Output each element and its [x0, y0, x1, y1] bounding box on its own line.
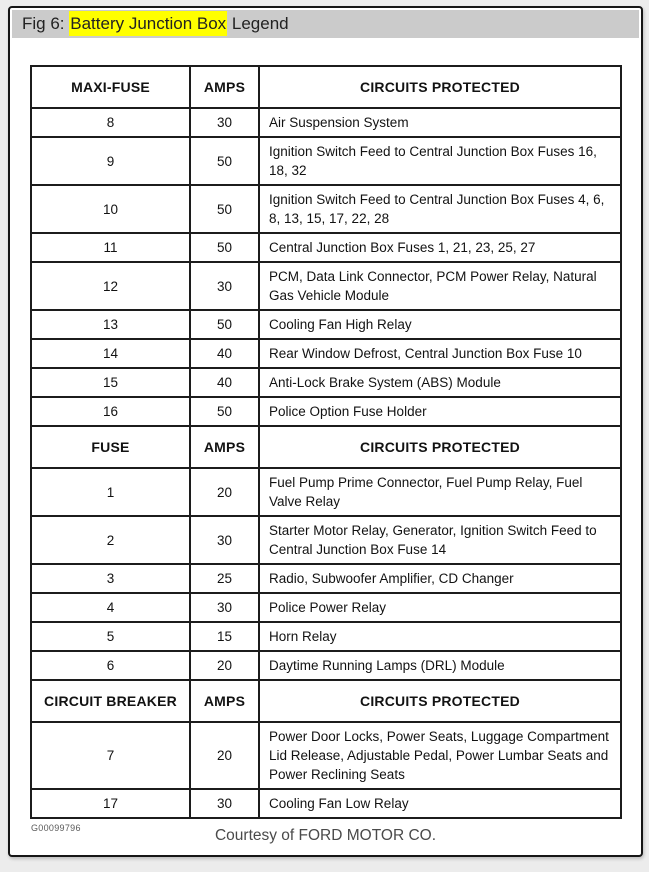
table-row: [31, 368, 621, 397]
figure-label-prefix: Fig 6:: [22, 14, 70, 33]
fuse-number: 4: [31, 593, 190, 622]
fuse-number: 6: [31, 651, 190, 680]
fuse-circuits: Ignition Switch Feed to Central Junction Box Fuses 16, 18, 32: [259, 137, 621, 185]
column-header-amps: AMPS: [190, 680, 259, 722]
fuse-number: 10: [31, 185, 190, 233]
column-header-amps: AMPS: [190, 426, 259, 468]
table-row: [31, 564, 621, 593]
table-row: [31, 397, 621, 426]
fuse-number: 2: [31, 516, 190, 564]
courtesy-line: Courtesy of FORD MOTOR CO.: [214, 827, 437, 844]
fuse-circuits: Cooling Fan Low Relay: [259, 789, 621, 818]
fuse-number: 13: [31, 310, 190, 339]
fuse-amps: 15: [190, 622, 259, 651]
fuse-amps: 20: [190, 468, 259, 516]
fuse-amps: 50: [190, 397, 259, 426]
fuse-circuits: Ignition Switch Feed to Central Junction Box Fuses 4, 6, 8, 13, 15, 17, 22, 28: [259, 185, 621, 233]
fuse-number: 3: [31, 564, 190, 593]
fuse-number: 12: [31, 262, 190, 310]
fuse-circuits: Power Door Locks, Power Seats, Luggage Compartment Lid Release, Adjustable Pedal, Power Lumbar Seats and Power Reclining Seats: [259, 722, 621, 789]
fuse-amps: 30: [190, 262, 259, 310]
table-row: [31, 185, 621, 233]
fuse-number: 15: [31, 368, 190, 397]
section-header-fuse: [31, 426, 621, 468]
fuse-amps: 40: [190, 368, 259, 397]
fuse-amps: 50: [190, 233, 259, 262]
table-row: [31, 108, 621, 137]
table-row: [31, 339, 621, 368]
search-highlight: Battery Junction Box: [69, 11, 227, 36]
fuse-amps: 30: [190, 108, 259, 137]
fuse-circuits: Rear Window Defrost, Central Junction Box Fuse 10: [259, 339, 621, 368]
fuse-number: 5: [31, 622, 190, 651]
fuse-amps: 50: [190, 310, 259, 339]
fuse-number: 8: [31, 108, 190, 137]
fuse-number: 11: [31, 233, 190, 262]
fuse-circuits: Anti-Lock Brake System (ABS) Module: [259, 368, 621, 397]
table-row: [31, 651, 621, 680]
fuse-amps: 30: [190, 516, 259, 564]
fuse-circuits: PCM, Data Link Connector, PCM Power Relay, Natural Gas Vehicle Module: [259, 262, 621, 310]
fuse-circuits: Cooling Fan High Relay: [259, 310, 621, 339]
document-frame: [8, 6, 643, 857]
figure-title-bar: [12, 10, 639, 38]
fuse-amps: 20: [190, 722, 259, 789]
fuse-circuits: Starter Motor Relay, Generator, Ignition Switch Feed to Central Junction Box Fuse 14: [259, 516, 621, 564]
fuse-amps: 50: [190, 137, 259, 185]
table-row: [31, 233, 621, 262]
fuse-number: 16: [31, 397, 190, 426]
fuse-circuits: Daytime Running Lamps (DRL) Module: [259, 651, 621, 680]
table-row: [31, 516, 621, 564]
fuse-amps: 30: [190, 789, 259, 818]
fuse-amps: 20: [190, 651, 259, 680]
fuse-circuits: Fuel Pump Prime Connector, Fuel Pump Relay, Fuel Valve Relay: [259, 468, 621, 516]
column-header-amps: AMPS: [190, 66, 259, 108]
fuse-amps: 40: [190, 339, 259, 368]
table-row: [31, 722, 621, 789]
fuse-circuits: Horn Relay: [259, 622, 621, 651]
fuse-circuits: Radio, Subwoofer Amplifier, CD Changer: [259, 564, 621, 593]
table-row: [31, 789, 621, 818]
fuse-legend-table: [30, 65, 622, 819]
table-row: [31, 622, 621, 651]
fuse-number: 1: [31, 468, 190, 516]
fuse-number: 17: [31, 789, 190, 818]
fuse-circuits: Central Junction Box Fuses 1, 21, 23, 25, 27: [259, 233, 621, 262]
fuse-number: 7: [31, 722, 190, 789]
fuse-amps: 30: [190, 593, 259, 622]
table-row: [31, 468, 621, 516]
table-row: [31, 137, 621, 185]
fuse-number: 14: [31, 339, 190, 368]
table-row: [31, 593, 621, 622]
column-header-circuits: CIRCUITS PROTECTED: [259, 680, 621, 722]
fuse-circuits: Police Power Relay: [259, 593, 621, 622]
fuse-amps: 50: [190, 185, 259, 233]
column-header-fuse: FUSE: [31, 426, 190, 468]
fuse-circuits: Police Option Fuse Holder: [259, 397, 621, 426]
column-header-maxi-fuse: MAXI-FUSE: [31, 66, 190, 108]
column-header-circuits: CIRCUITS PROTECTED: [259, 66, 621, 108]
section-header-maxi-fuse: [31, 66, 621, 108]
figure-label-suffix: Legend: [227, 14, 289, 33]
column-header-circuits: CIRCUITS PROTECTED: [259, 426, 621, 468]
section-header-circuit-breaker: [31, 680, 621, 722]
table-row: [31, 310, 621, 339]
fuse-amps: 25: [190, 564, 259, 593]
table-row: [31, 262, 621, 310]
column-header-circuit-breaker: CIRCUIT BREAKER: [31, 680, 190, 722]
fuse-circuits: Air Suspension System: [259, 108, 621, 137]
figure-id-footnote: G00099796: [31, 823, 81, 833]
fuse-number: 9: [31, 137, 190, 185]
